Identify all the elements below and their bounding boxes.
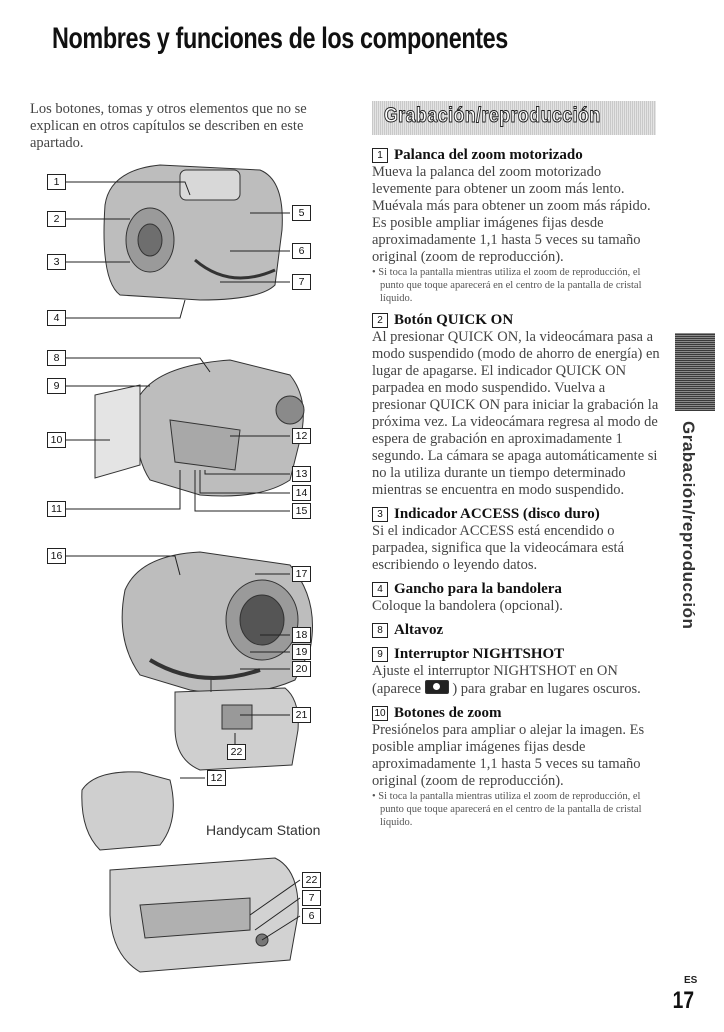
entry-nightshot: [372, 645, 662, 698]
callout-5: 5: [292, 205, 311, 221]
entry-title: Botones de zoom: [394, 705, 502, 721]
entry-number: 3: [372, 507, 388, 522]
callout-2: 2: [47, 211, 66, 227]
entry-number: 8: [372, 623, 388, 638]
intro-text: Los botones, tomas y otros elementos que no se explican en otros capítulos se describen en este apartado.: [30, 101, 307, 151]
entry-body: Si el indicador ACCESS está encendido o parpadea, significa que la videocámara está escribiendo o leyendo datos.: [372, 523, 625, 573]
component-figures: [0, 0, 360, 1032]
callout-12: 12: [292, 428, 311, 444]
callout-10: 10: [47, 432, 66, 448]
callout-4: 4: [47, 310, 66, 326]
callout-1: 1: [47, 174, 66, 190]
handycam-station-figure: [82, 772, 298, 972]
language-code: ES: [684, 975, 698, 986]
entry-body: Al presionar QUICK ON, la videocámara pasa a modo suspendido (modo de ahorro de energía) en lugar de apagarse. El indicador QUICK ON parpadea en modo suspendido. Vuelva a presionar QUICK ON para iniciar la grabación la próxima vez. La videocámara regresa al modo de espera de grabación en aproximadamente 1 segundo. La cámara se apaga automáticamente si no la utiliza durante un tiempo determinado mientras se encuentra en modo suspendido.: [372, 329, 660, 498]
entry-speaker: [372, 621, 662, 639]
entry-body-start: Ajuste el interruptor NIGHTSHOT en ON (aparece: [372, 663, 618, 697]
entry-title: Gancho para la bandolera: [394, 581, 562, 597]
callout-18: 18: [292, 627, 311, 643]
entry-zoom-buttons: [372, 704, 662, 829]
section-banner: [372, 101, 656, 135]
page-title: Nombres y funciones de los componentes: [52, 22, 508, 55]
callout-22: 22: [227, 744, 246, 760]
nightshot-icon: [425, 680, 449, 694]
station-label: Handycam Station: [206, 822, 321, 838]
callout-8: 8: [47, 350, 66, 366]
section-banner-text: Grabación/reproducción: [384, 104, 601, 127]
entry-heading: [372, 621, 662, 639]
side-tab-marker: [675, 333, 715, 411]
callout-14: 14: [292, 485, 311, 501]
entry-number: 2: [372, 313, 388, 328]
entry-quick-on: [372, 311, 662, 499]
entry-note: • Si toca la pantalla mientras utiliza el zoom de reproducción, el punto que toque aparecerá en el centro de la pantalla de cristal líquido.: [372, 267, 642, 304]
entry-body-2: Es posible ampliar imágenes fijas desde aproximadamente 1,1 hasta 5 veces su tamaño original (zoom de reproducción).: [372, 215, 641, 265]
callout-6: 6: [292, 243, 311, 259]
entry-heading: [372, 704, 662, 722]
component-descriptions: [372, 146, 662, 835]
entry-title: Botón QUICK ON: [394, 312, 514, 328]
callout-station-22: 22: [302, 872, 321, 888]
camcorder-figure-1: [104, 165, 282, 300]
callout-3: 3: [47, 254, 66, 270]
entry-body: Presiónelos para ampliar o alejar la imagen. Es posible ampliar imágenes fijas desde aproximadamente 1,1 hasta 5 veces su tamaño original (zoom de reproducción).: [372, 722, 645, 789]
callout-19: 19: [292, 644, 311, 660]
callout-13: 13: [292, 466, 311, 482]
entry-body-end: ) para grabar en lugares oscuros.: [452, 681, 641, 697]
callout-station-7: 7: [302, 890, 321, 906]
entry-heading: [372, 146, 662, 164]
callout-station-12: 12: [207, 770, 226, 786]
entry-number: 10: [372, 706, 388, 721]
entry-heading: [372, 311, 662, 329]
entry-note: • Si toca la pantalla mientras utiliza el zoom de reproducción, el punto que toque aparecerá en el centro de la pantalla de cristal líquido.: [372, 791, 642, 828]
entry-strap-hook: [372, 580, 662, 615]
entry-body: [372, 663, 662, 698]
entry-title: Altavoz: [394, 622, 444, 638]
entry-number: 9: [372, 647, 388, 662]
entry-zoom-lever: [372, 146, 662, 305]
entry-body: Mueva la palanca del zoom motorizado levemente para obtener un zoom más lento. Muévala más para obtener un zoom más rápido.: [372, 164, 651, 214]
entry-title: Indicador ACCESS (disco duro): [394, 506, 600, 522]
callout-station-6: 6: [302, 908, 321, 924]
callout-11: 11: [47, 501, 66, 517]
entry-access: [372, 505, 662, 574]
callout-15: 15: [292, 503, 311, 519]
callout-9: 9: [47, 378, 66, 394]
camcorder-figure-3: [122, 552, 312, 693]
entry-title: Interruptor NIGHTSHOT: [394, 646, 565, 662]
callout-20: 20: [292, 661, 311, 677]
callout-21: 21: [292, 707, 311, 723]
callout-16: 16: [47, 548, 66, 564]
entry-body: Coloque la bandolera (opcional).: [372, 598, 563, 614]
page-number: 17: [672, 987, 695, 1014]
side-tab-label: Grabación/reproducción: [679, 421, 698, 630]
entry-title: Palanca del zoom motorizado: [394, 147, 583, 163]
entry-number: 1: [372, 148, 388, 163]
entry-heading: [372, 505, 662, 523]
entry-heading: [372, 645, 662, 663]
callout-7: 7: [292, 274, 311, 290]
entry-number: 4: [372, 582, 388, 597]
entry-heading: [372, 580, 662, 598]
callout-17: 17: [292, 566, 311, 582]
